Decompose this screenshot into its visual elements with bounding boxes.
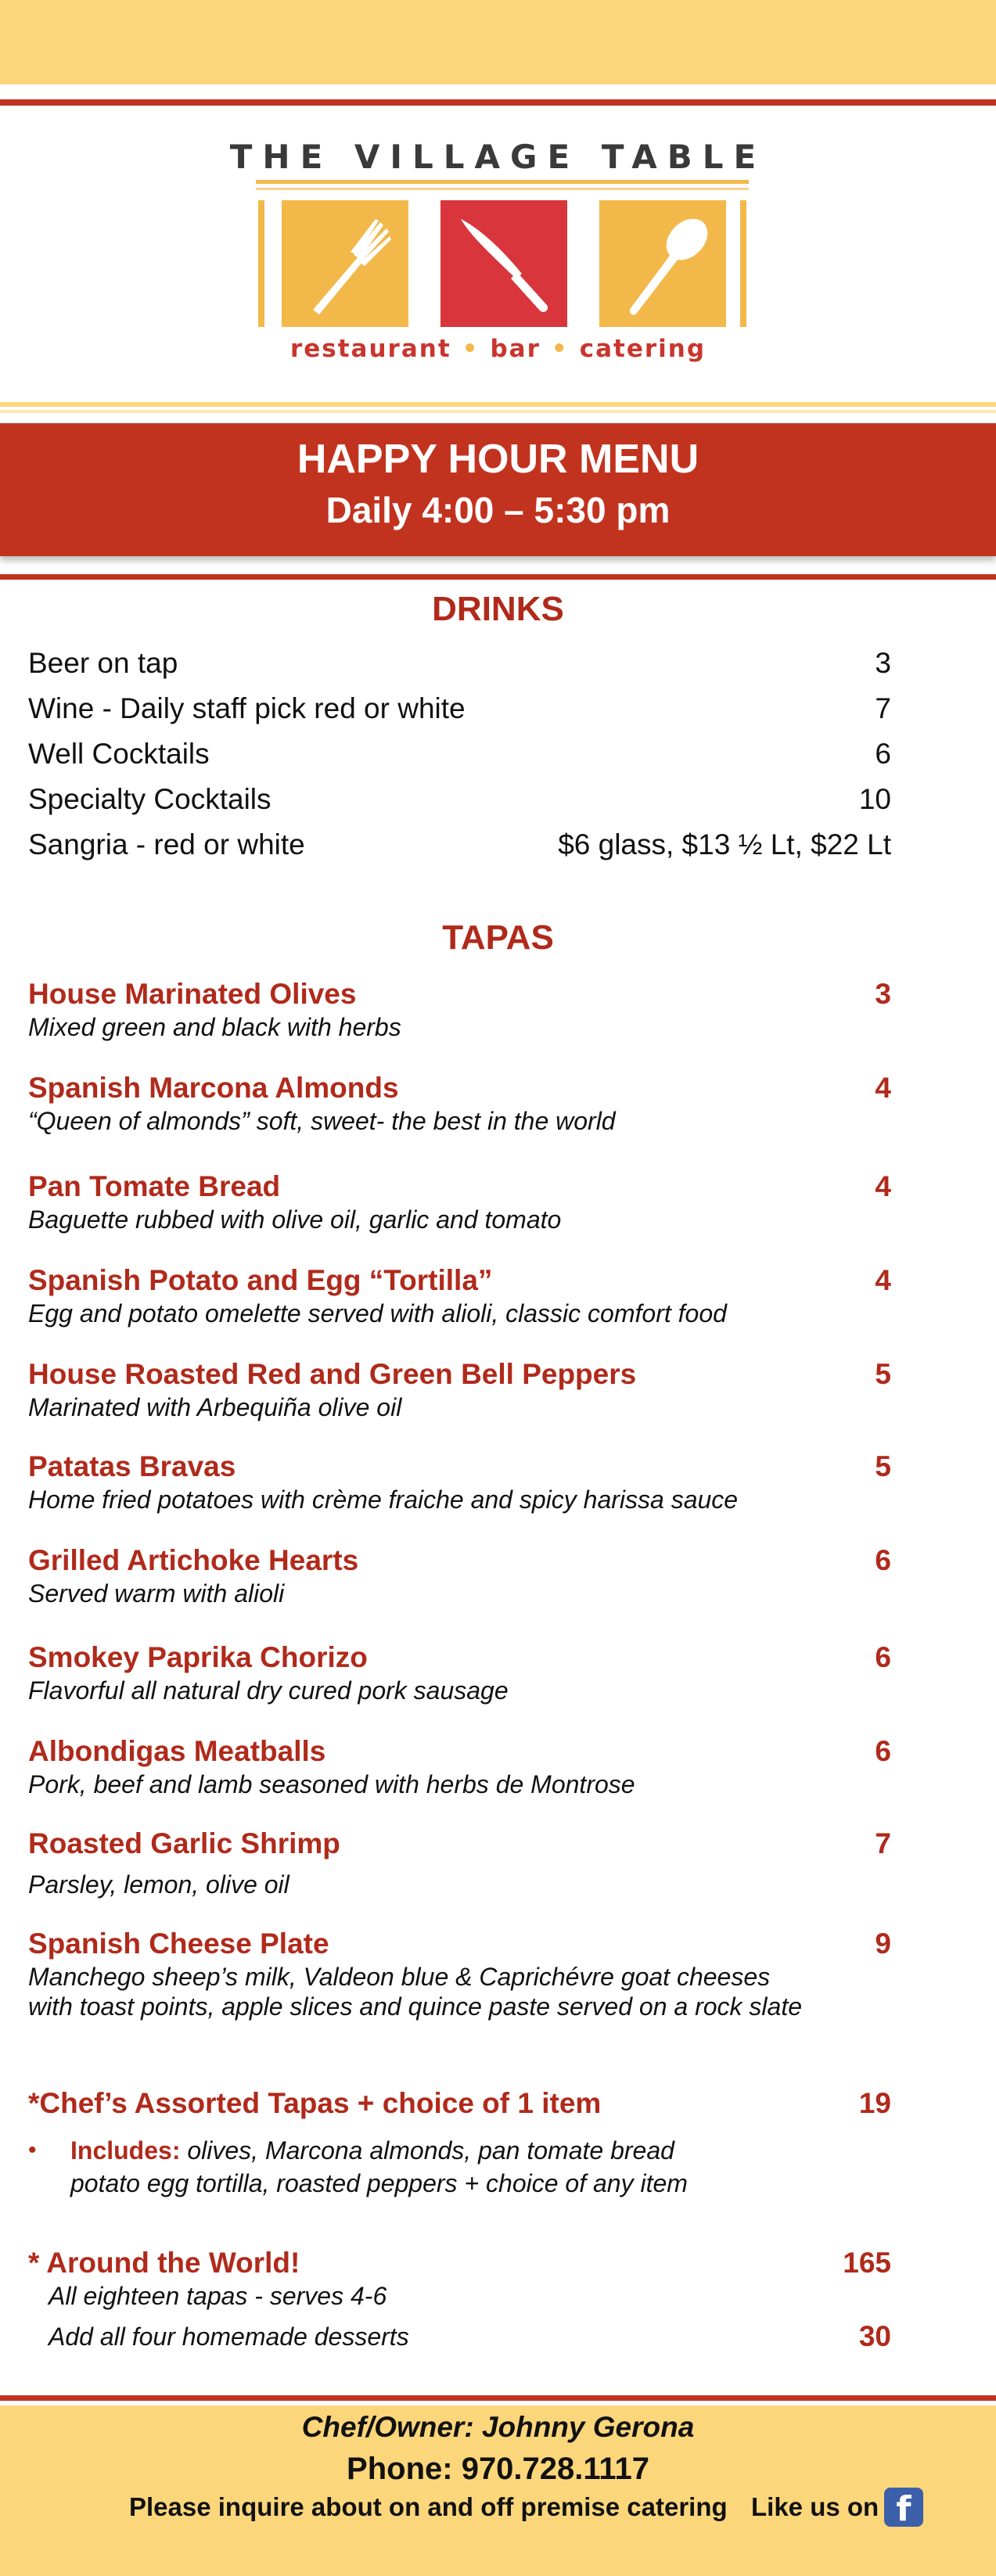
drink-name: Beer on tap — [28, 647, 178, 679]
around-world-line1: All eighteen tapas - serves 4-6 — [49, 2282, 387, 2310]
tapa-item — [28, 1263, 891, 1328]
includes-label: Includes: — [70, 2136, 181, 2165]
footer-like-us: Like us on — [751, 2492, 879, 2521]
knife-icon — [440, 200, 567, 327]
tapa-desc-line2: with toast points, apple slices and quince paste served on a rock slate — [28, 1992, 803, 2021]
tapa-name: Patatas Bravas — [28, 1450, 236, 1482]
tagline-restaurant: restaurant — [289, 335, 451, 363]
tapa-desc: Pork, beef and lamb seasoned with herbs de Montrose — [28, 1770, 635, 1798]
tapa-price: 9 — [875, 1928, 891, 1960]
drink-row — [28, 734, 891, 774]
footer-catering-note: Please inquire about on and off premise catering — [129, 2492, 728, 2521]
tapa-item — [28, 1926, 891, 2021]
header-yellow-rule — [0, 402, 996, 407]
tapa-desc: Served warm with alioli — [28, 1579, 285, 1608]
logo-bar-right — [740, 200, 746, 327]
tapa-name: Albondigas Meatballs — [28, 1735, 326, 1767]
desserts-addon — [28, 2319, 891, 2355]
happy-hour-banner — [0, 423, 996, 556]
tapa-price: 3 — [875, 978, 891, 1010]
tapa-price: 5 — [875, 1358, 891, 1390]
tapa-item — [28, 1449, 891, 1514]
top-gap — [0, 84, 996, 95]
logo-rule-thin — [256, 188, 749, 190]
footer-red-rule — [0, 2395, 996, 2401]
logo — [0, 138, 996, 176]
tapa-name: Spanish Potato and Egg “Tortilla” — [28, 1264, 493, 1296]
tapa-name: House Roasted Red and Green Bell Peppers — [28, 1358, 637, 1390]
around-world-name: * Around the World! — [28, 2247, 300, 2279]
tapa-desc: Manchego sheep’s milk, Valdeon blue & Caprichévre goat cheeses — [28, 1963, 771, 1991]
tapa-desc: Egg and potato omelette served with alioli, classic comfort food — [28, 1299, 727, 1328]
tapa-item — [28, 1169, 891, 1234]
tapa-item — [28, 1356, 891, 1422]
drink-row — [28, 825, 891, 865]
drink-name: Well Cocktails — [28, 738, 210, 770]
spoon-icon — [599, 200, 726, 327]
tapa-desc: Parsley, lemon, olive oil — [28, 1870, 289, 1899]
drink-name: Sangria - red or white — [28, 828, 305, 860]
tapa-price: 4 — [875, 1072, 891, 1104]
tagline-dot: • — [551, 335, 569, 363]
tapa-item — [28, 976, 891, 1042]
tapa-item — [28, 1826, 891, 1899]
tapa-item — [28, 1640, 891, 1705]
drink-row — [28, 643, 891, 684]
desserts-price: 30 — [858, 2320, 891, 2352]
tapa-name: Spanish Marcona Almonds — [28, 1072, 399, 1104]
drink-name: Wine - Daily staff pick red or white — [28, 692, 466, 724]
chef-assorted-includes — [28, 2134, 891, 2200]
drink-row — [28, 779, 891, 820]
tapa-desc: Baguette rubbed with olive oil, garlic and tomato — [28, 1205, 562, 1234]
tapa-name: Spanish Cheese Plate — [28, 1928, 329, 1960]
drink-row — [28, 688, 891, 729]
tapa-name: Roasted Garlic Shrimp — [28, 1827, 340, 1859]
tapa-price: 6 — [875, 1735, 891, 1767]
around-world-item — [28, 2245, 891, 2311]
tapa-price: 4 — [875, 1170, 891, 1202]
footer-chef: Chef/Owner: Johnny Gerona — [301, 2411, 695, 2443]
tapa-desc: Marinated with Arbequiña olive oil — [28, 1393, 402, 1421]
facebook-icon[interactable] — [884, 2488, 923, 2527]
drink-price: 6 — [875, 738, 891, 770]
drink-price: 3 — [875, 647, 891, 679]
drink-price: 7 — [875, 692, 891, 724]
tagline-catering: catering — [579, 335, 707, 363]
banner-subtitle: Daily 4:00 – 5:30 pm — [325, 490, 671, 530]
tapa-desc: Flavorful all natural dry cured pork sausage — [28, 1676, 509, 1705]
tagline-bar: bar — [490, 335, 541, 363]
tapa-price: 6 — [875, 1641, 891, 1673]
tapa-price: 6 — [875, 1544, 891, 1576]
includes-line1: olives, Marcona almonds, pan tomate bread — [180, 2136, 674, 2165]
drink-price: 10 — [858, 783, 891, 815]
tapa-name: Grilled Artichoke Hearts — [28, 1544, 359, 1576]
tapa-price: 7 — [875, 1827, 891, 1859]
tapa-name: Pan Tomate Bread — [28, 1170, 281, 1202]
tapa-item — [28, 1543, 891, 1608]
facebook-glyph: f — [896, 2489, 912, 2527]
tapa-name: Smokey Paprika Chorizo — [28, 1641, 368, 1673]
logo-rule — [256, 180, 749, 184]
tapa-name: House Marinated Olives — [28, 978, 357, 1010]
drink-price: $6 glass, $13 ½ Lt, $22 Lt — [558, 828, 891, 860]
tagline-dot: • — [462, 335, 480, 363]
footer-phone: Phone: 970.728.1117 — [347, 2452, 649, 2486]
logo-title: THE VILLAGE TABLE — [229, 138, 767, 176]
tapas-title: TAPAS — [442, 918, 554, 957]
logo-tagline — [0, 335, 996, 363]
drinks-title: DRINKS — [432, 590, 564, 628]
around-world-price: 165 — [843, 2247, 891, 2279]
bullet: • — [28, 2137, 37, 2163]
header-yellow-rule-thin — [0, 410, 996, 413]
tapa-desc: Home fried potatoes with crème fraiche and spicy harissa sauce — [28, 1486, 739, 1514]
drink-name: Specialty Cocktails — [28, 783, 271, 815]
tapa-item — [28, 1734, 891, 1799]
tapa-item — [28, 1070, 891, 1136]
tapa-price: 4 — [875, 1264, 891, 1296]
logo-bar-left — [258, 200, 264, 327]
fork-icon — [282, 200, 408, 327]
includes-line2: potato egg tortilla, roasted peppers + choice of any item — [70, 2169, 688, 2197]
banner-red-rule — [0, 574, 996, 580]
banner-title: HAPPY HOUR MENU — [297, 437, 699, 482]
header-red-rule — [0, 99, 996, 106]
chef-assorted-price: 19 — [858, 2087, 891, 2119]
top-band — [0, 0, 996, 84]
desserts-line: Add all four homemade desserts — [49, 2323, 409, 2351]
tapa-desc: “Queen of almonds” soft, sweet- the best in the world — [28, 1107, 616, 1135]
tapa-price: 5 — [875, 1450, 891, 1482]
chef-assorted-item — [28, 2086, 891, 2122]
chef-assorted-name: *Chef’s Assorted Tapas + choice of 1 item — [28, 2087, 602, 2119]
tapa-desc: Mixed green and black with herbs — [28, 1013, 401, 1041]
